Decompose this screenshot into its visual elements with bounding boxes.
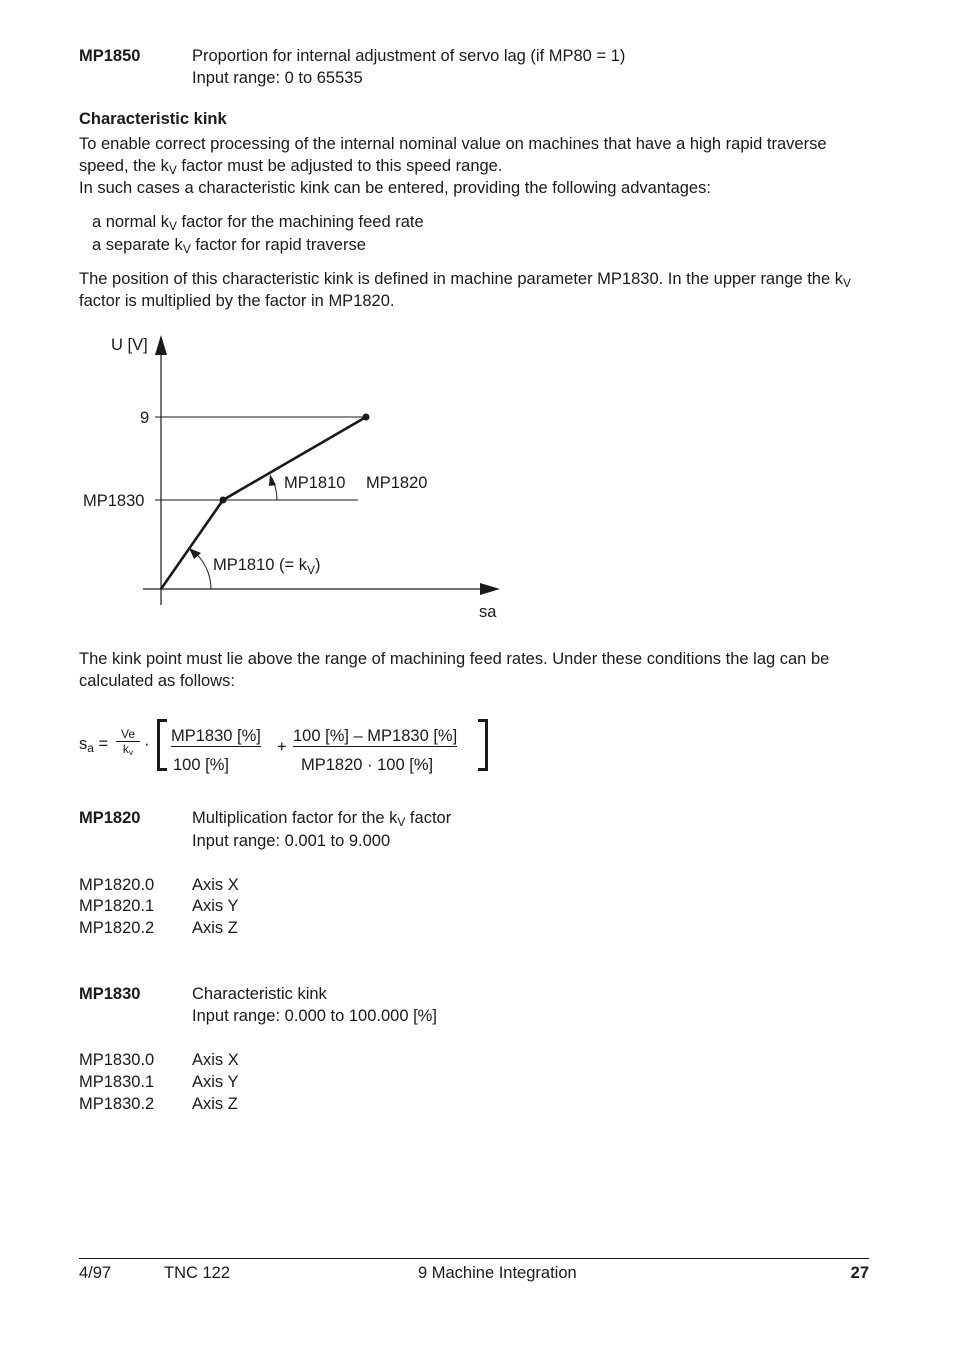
lower-angle-label: MP1810 (= $k_V$) xyxy=(213,556,321,577)
footer-product: TNC 122 xyxy=(164,1264,231,1282)
mp1830-code: MP1830 xyxy=(79,985,141,1003)
section-heading: Characteristic kink xyxy=(79,110,227,128)
fraction2-denominator: MP1820 · 100 [%] xyxy=(301,756,434,774)
kink-position-paragraph: The position of this characteristic kink is defined in machine parameter MP1830. In the upper range the $k_V$ factor is multiplied by the factor in MP1820. xyxy=(79,270,851,310)
footer-rule xyxy=(79,1258,869,1259)
y-axis-arrow xyxy=(155,335,167,355)
advantage-item: a separate $k_V$ factor for rapid traverse xyxy=(92,236,366,256)
kink-point xyxy=(220,497,227,504)
mp1820-axis-code: MP1820.1 xyxy=(79,897,155,915)
advantage-item: a normal $k_V$ factor for the machining feed rate xyxy=(92,213,424,233)
fraction1-numerator: MP1830 [%] xyxy=(171,727,261,745)
left-bracket xyxy=(157,719,167,771)
mp1820-code: MP1820 xyxy=(79,809,141,827)
right-bracket xyxy=(478,719,488,771)
mp1820-axis-name: Axis Z xyxy=(192,919,238,937)
upper-angle-arrow xyxy=(269,474,276,486)
x-axis-arrow xyxy=(480,583,500,595)
mp1820-axis-name: Axis X xyxy=(192,876,239,894)
mp1820-description: Multiplication factor for the $k_V$ factor xyxy=(192,809,452,829)
mp1830-input-range: Input range: 0.000 to 100.000 [%] xyxy=(192,1007,437,1025)
formula-dot: · xyxy=(144,735,150,753)
mp1820-axis-name: Axis Y xyxy=(192,897,239,915)
mp1830-description: Characteristic kink xyxy=(192,985,327,1003)
mp1830-axis-name: Axis Y xyxy=(192,1073,239,1091)
formula-ve-over-kv: $\frac{Ve}{k_v}$ xyxy=(116,727,140,756)
upper-angle-label-mp1810: MP1810 xyxy=(284,474,346,492)
mp1850-input-range: Input range: 0 to 65535 xyxy=(192,69,363,87)
tick-label-mp1830: MP1830 xyxy=(83,492,145,510)
fraction2-numerator: 100 [%] – MP1830 [%] xyxy=(293,727,458,745)
mp1850-code: MP1850 xyxy=(79,47,141,65)
formula-lhs: $s_a$ = xyxy=(79,735,109,755)
y-axis-label: U [V] xyxy=(111,336,148,354)
fraction1-denominator: 100 [%] xyxy=(173,756,229,774)
footer-chapter: 9 Machine Integration xyxy=(418,1264,577,1282)
characteristic-kink-diagram xyxy=(0,325,560,625)
mp1830-axis-name: Axis X xyxy=(192,1051,239,1069)
end-point xyxy=(363,414,370,421)
upper-angle-label-mp1820: MP1820 xyxy=(366,474,428,492)
lag-paragraph: The kink point must lie above the range of machining feed rates. Under these conditions the lag can be calculated as follows: xyxy=(79,650,830,690)
mp1830-axis-name: Axis Z xyxy=(192,1095,238,1113)
mp1850-description: Proportion for internal adjustment of servo lag (if MP80 = 1) xyxy=(192,47,626,65)
intro-paragraph: To enable correct processing of the internal nominal value on machines that have a high rapid traverse speed, the $k_V$ factor must be adjusted to this speed range. In such cases a characteristic kink can be entered, providing the following advantages: xyxy=(79,135,827,197)
mp1820-axis-code: MP1820.0 xyxy=(79,876,155,894)
tick-label-9: 9 xyxy=(140,409,150,427)
mp1820-axis-code: MP1820.2 xyxy=(79,919,155,937)
mp1830-axis-code: MP1830.2 xyxy=(79,1095,155,1113)
x-axis-label: sa xyxy=(479,603,497,621)
mp1830-axis-code: MP1830.1 xyxy=(79,1073,155,1091)
mp1830-axis-code: MP1830.0 xyxy=(79,1051,155,1069)
footer-page-number: 27 xyxy=(850,1264,869,1282)
mp1820-input-range: Input range: 0.001 to 9.000 xyxy=(192,832,391,850)
formula-plus: + xyxy=(277,738,287,756)
footer-date: 4/97 xyxy=(79,1264,112,1282)
